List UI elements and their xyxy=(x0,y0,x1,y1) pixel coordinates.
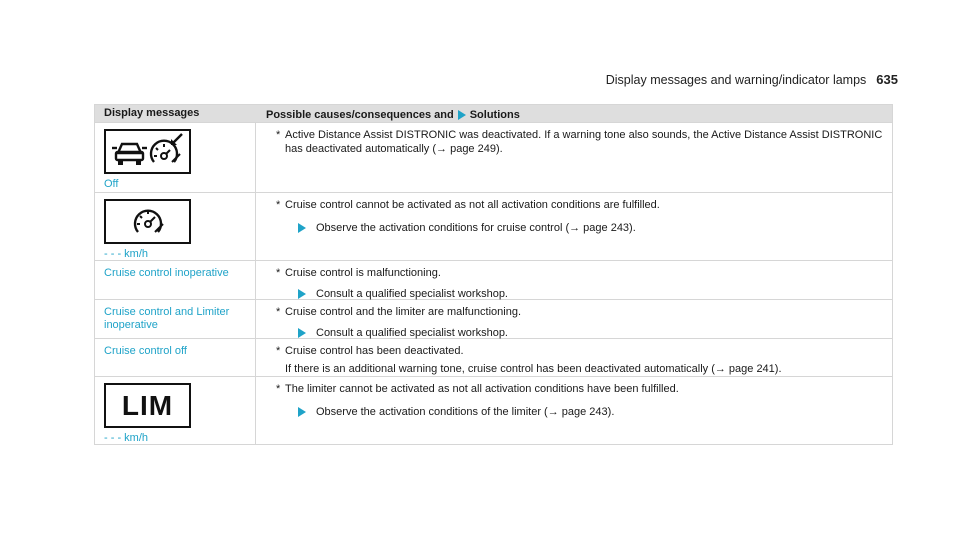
solution-item xyxy=(298,326,892,340)
solution-arrow-icon xyxy=(298,223,306,233)
message-text: Cruise control inoperative xyxy=(104,267,229,279)
bullet-star: * xyxy=(276,383,281,395)
cause-item xyxy=(276,344,892,358)
table-row xyxy=(95,338,892,376)
page-header xyxy=(606,72,898,87)
table-row xyxy=(95,376,892,444)
table-row xyxy=(95,192,892,260)
solution-arrow-icon xyxy=(298,328,306,338)
cause-text: Cruise control and the limiter are malfunctioning. xyxy=(285,306,522,318)
bullet-star: * xyxy=(276,306,281,318)
cause-item xyxy=(276,382,892,396)
message-cell xyxy=(95,261,256,299)
solution-arrow-icon xyxy=(458,110,466,120)
solution-text: Observe the activation conditions of the limiter (→ page 243). xyxy=(316,406,615,418)
solution-text: Observe the activation conditions for cruise control (→ page 243). xyxy=(316,222,636,234)
bullet-star: * xyxy=(276,199,281,211)
bullet-star: * xyxy=(276,267,281,279)
bullet-star: * xyxy=(276,345,281,357)
cause-cell xyxy=(256,339,892,376)
message-text: Cruise control off xyxy=(104,345,187,357)
cause-text: The limiter cannot be activated as not all activation conditions have been fulfilled. xyxy=(285,383,679,395)
cause-item xyxy=(276,305,892,319)
cause-text: Active Distance Assist DISTRONIC was deactivated. If a warning tone also sounds, the Active Distance Assist DISTRONIC has deactivated automatically (→ page 249). xyxy=(285,129,883,155)
display-messages-table xyxy=(94,104,893,445)
column-header-solutions-text: Solutions xyxy=(469,108,520,121)
table-row xyxy=(95,122,892,192)
cause-item xyxy=(276,128,892,156)
solution-arrow-icon xyxy=(298,289,306,299)
table-row xyxy=(95,260,892,299)
bullet-star: * xyxy=(276,129,281,141)
cause-item xyxy=(276,198,892,212)
page-header-title: Display messages and warning/indicator lamps xyxy=(605,73,867,87)
cause-cell xyxy=(256,300,892,338)
solution-text: Consult a qualified specialist workshop. xyxy=(316,288,508,300)
message-text: - - - km/h xyxy=(104,248,148,260)
column-header-causes-text: Possible causes/consequences and xyxy=(266,108,454,121)
message-text: Cruise control and Limiter inoperative xyxy=(104,306,230,331)
page-number: 635 xyxy=(876,72,898,87)
message-cell xyxy=(95,193,256,260)
table-row xyxy=(95,299,892,338)
limiter-icon xyxy=(104,383,191,428)
message-cell xyxy=(95,339,256,376)
solution-arrow-icon xyxy=(298,407,306,417)
distronic-off-icon xyxy=(104,129,191,174)
limiter-icon-text: LIM xyxy=(121,389,174,421)
cause-text: Cruise control has been deactivated. xyxy=(285,345,464,357)
cause-text: Cruise control cannot be activated as not all activation conditions are fulfilled. xyxy=(285,199,660,211)
cause-text: Cruise control is malfunctioning. xyxy=(285,267,441,279)
cause-cell xyxy=(256,193,892,260)
message-cell xyxy=(95,123,256,192)
message-cell xyxy=(95,377,256,444)
table-header xyxy=(95,105,892,122)
solution-text: Consult a qualified specialist workshop. xyxy=(316,327,508,339)
cause-extra-text: If there is an additional warning tone, cruise control has been deactivated automatically (→ page 241). xyxy=(285,363,782,375)
column-header-display-messages: Display messages xyxy=(104,107,200,119)
cruise-control-icon xyxy=(104,199,191,244)
message-text: Off xyxy=(104,178,119,190)
cause-cell xyxy=(256,377,892,444)
column-header-causes xyxy=(256,105,892,122)
solution-item xyxy=(298,405,892,419)
cause-cell xyxy=(256,261,892,299)
cause-cell xyxy=(256,123,892,192)
cause-item xyxy=(276,266,892,280)
solution-item xyxy=(298,221,892,235)
message-cell xyxy=(95,300,256,338)
solution-item xyxy=(298,287,892,301)
message-text: - - - km/h xyxy=(104,432,148,444)
